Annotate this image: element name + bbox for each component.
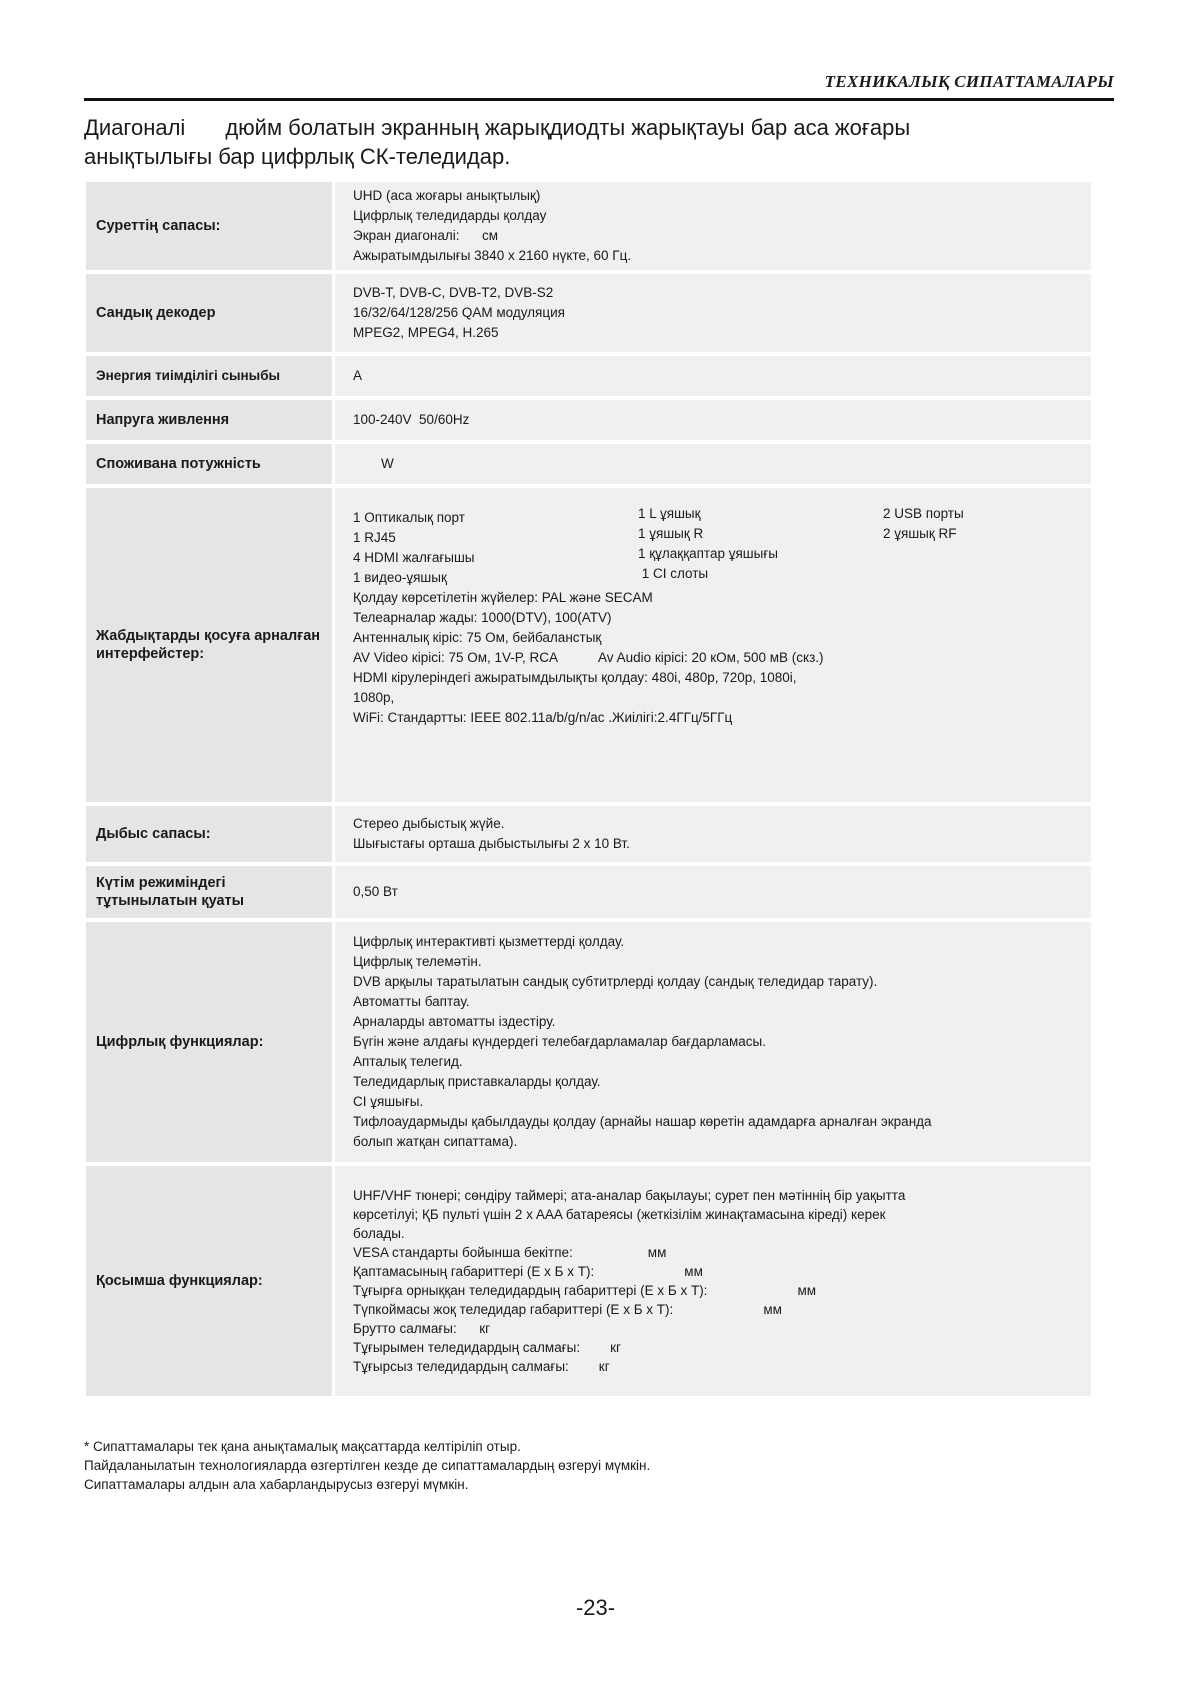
row-value: [335, 806, 1091, 862]
footnote-line: * Сипаттамалары тек қана анықтамалық мақсаттарда келтіріліп отыр.: [84, 1439, 521, 1454]
value-line: VESA стандарты бойынша бекітпе: мм: [353, 1245, 667, 1260]
value-line: UHF/VHF тюнері; сөндіру таймері; ата-аналар бақылауы; сурет пен мәтіннің бір уақытта: [353, 1188, 906, 1203]
footnote-line: Пайдаланылатын технологияларда өзгертілген кезде де сипаттамалардың өзгеруі мүмкін.: [84, 1458, 651, 1473]
value-line: Тифлоаудармыды қабылдауды қолдау (арнайы нашар көретін адамдарға арналған экранда: [353, 1114, 932, 1129]
row-extra: [86, 1166, 1091, 1396]
value-line: болады.: [353, 1226, 405, 1241]
value-line: Қаптамасының габариттері (Е х Б х Т): мм: [353, 1264, 703, 1279]
ports-col2: [638, 504, 883, 588]
row-label: Суреттің сапасы:: [86, 182, 332, 270]
value-line: Тұғырға орныққан теледидардың габариттері (Е х Б х Т): мм: [353, 1283, 817, 1298]
value-line: CI ұяшығы.: [353, 1094, 424, 1109]
value-line: Ажыратымдылығы 3840 x 2160 нүкте, 60 Гц.: [353, 248, 632, 263]
av-line: [353, 648, 1073, 668]
value-line: Стерео дыбыстық жүйе.: [353, 816, 505, 831]
page-header: [84, 70, 1114, 101]
row-standby: [86, 866, 1091, 918]
value-line: UHD (аса жоғары анықтылық): [353, 188, 541, 203]
row-sound: [86, 806, 1091, 862]
port-item: 1 CI слоты: [638, 566, 709, 581]
port-item: 1 Оптикалық порт: [353, 510, 465, 525]
row-value: 100-240V 50/60Hz: [335, 400, 1091, 440]
intro-text: [84, 113, 1094, 171]
row-value: 0,50 Вт: [335, 866, 1091, 918]
value-line: Автоматты баптау.: [353, 994, 470, 1009]
row-energy: [86, 356, 1091, 396]
port-item: 1 видео-ұяшық: [353, 570, 447, 585]
value-line: WiFi: Стандартты: IEEE 802.11a/b/g/n/ac .Жиілігі:2.4ГГц/5ГГц: [353, 710, 733, 725]
value-line: Брутто салмағы: кг: [353, 1321, 491, 1336]
value-line: көрсетілуі; ҚБ пульті үшін 2 x AAA батареясы (жеткізілім жинақтамасына кіреді) керек: [353, 1207, 886, 1222]
footnote: [84, 1437, 650, 1494]
row-label: Цифрлық функциялар:: [86, 922, 332, 1162]
value-line: 16/32/64/128/256 QAM модуляция: [353, 305, 565, 320]
row-power: [86, 444, 1091, 484]
row-label: Энергия тиімділігі сыныбы: [86, 356, 332, 396]
row-interfaces: [86, 488, 1091, 802]
row-label: Күтім режиміндегі тұтынылатын қуаты: [86, 866, 332, 918]
value-line: Цифрлық интерактивті қызметтерді қолдау.: [353, 934, 625, 949]
value-line: Шығыстағы орташа дыбыстылығы 2 x 10 Вт.: [353, 836, 630, 851]
row-label: Споживана потужність: [86, 444, 332, 484]
port-item: 2 ұяшық RF: [883, 526, 957, 541]
row-value: [335, 274, 1091, 352]
ports-col1: [353, 504, 638, 588]
value-line: Тұғырымен теледидардың салмағы: кг: [353, 1340, 621, 1355]
row-value: [335, 922, 1091, 1162]
value-line: MPEG2, MPEG4, H.265: [353, 325, 499, 340]
row-value: [335, 1166, 1091, 1396]
value-line: Түпкоймасы жоқ теледидар габариттері (Е х Б х Т): мм: [353, 1302, 782, 1317]
row-value: A: [335, 356, 1091, 396]
port-item: 1 құлаққаптар ұяшығы: [638, 546, 778, 561]
spec-table: [86, 178, 1091, 1400]
row-label: Қосымша функциялар:: [86, 1166, 332, 1396]
port-item: 1 ұяшық R: [638, 526, 704, 541]
value-line: Цифрлық теледидарды қолдау: [353, 208, 547, 223]
row-value: [335, 488, 1091, 802]
port-item: 4 HDMI жалғағышы: [353, 550, 475, 565]
row-decoder: [86, 274, 1091, 352]
value-line: Телеарналар жады: 1000(DTV), 100(ATV): [353, 610, 612, 625]
intro-part2: дюйм болатын экранның жарықдиодты жарықтауы бар аса жоғары: [225, 115, 911, 140]
power-unit: W: [381, 456, 394, 471]
port-item: 2 USB порты: [883, 506, 964, 521]
row-label: Напруга живлення: [86, 400, 332, 440]
value-line: HDMI кірулеріндегі ажыратымдылықты қолдау: 480i, 480p, 720p, 1080i,: [353, 670, 797, 685]
value-line: Цифрлық телемәтін.: [353, 954, 482, 969]
row-digital: [86, 922, 1091, 1162]
intro-part1: Диагоналі: [84, 115, 186, 140]
row-picture: [86, 182, 1091, 270]
page-number: -23-: [575, 1595, 616, 1620]
value-line: DVB арқылы таратылатын сандық субтитрлерді қолдау (сандық теледидар тарату).: [353, 974, 878, 989]
row-value: [335, 444, 1091, 484]
value-line: Теледидарлық приставкаларды қолдау.: [353, 1074, 601, 1089]
row-value: [335, 182, 1091, 270]
value-line: Бүгін және алдағы күндердегі телебағдарламалар бағдарламасы.: [353, 1034, 766, 1049]
header-title: ТЕХНИКАЛЫҚ СИПАТТАМАЛАРЫ: [824, 72, 1114, 91]
row-voltage: [86, 400, 1091, 440]
row-label: Жабдықтарды қосуға арналған интерфейстер:: [86, 488, 332, 802]
value-line: Антенналық кіріс: 75 Ом, бейбаланстық: [353, 630, 602, 645]
port-item: 1 L ұяшық: [638, 506, 701, 521]
value-line: Тұғырсыз теледидардың салмағы: кг: [353, 1359, 610, 1374]
av-video: AV Video кірісі: 75 Ом, 1V-P, RCA: [353, 650, 559, 665]
value-line: болып жатқан сипаттама).: [353, 1134, 518, 1149]
port-item: 1 RJ45: [353, 530, 396, 545]
ports-grid: [353, 504, 1073, 588]
ports-col3: [883, 504, 1073, 588]
value-line: 1080p,: [353, 690, 395, 705]
value-line: Экран диагоналі: см: [353, 228, 499, 243]
footnote-line: Сипаттамалары алдын ала хабарландырусыз өзгеруі мүмкін.: [84, 1477, 469, 1492]
av-audio: Av Audio кірісі: 20 кОм, 500 мВ (скз.): [598, 650, 824, 665]
row-label: Сандық декодер: [86, 274, 332, 352]
row-label: Дыбыс сапасы:: [86, 806, 332, 862]
intro-line2: анықтылығы бар цифрлық СК-теледидар.: [84, 144, 511, 169]
value-line: Қолдау көрсетілетін жүйелер: PAL және SECAM: [353, 590, 653, 605]
value-line: DVB-T, DVB-C, DVB-T2, DVB-S2: [353, 285, 554, 300]
value-line: Апталық телегид.: [353, 1054, 463, 1069]
value-line: Арналарды автоматты іздестіру.: [353, 1014, 556, 1029]
